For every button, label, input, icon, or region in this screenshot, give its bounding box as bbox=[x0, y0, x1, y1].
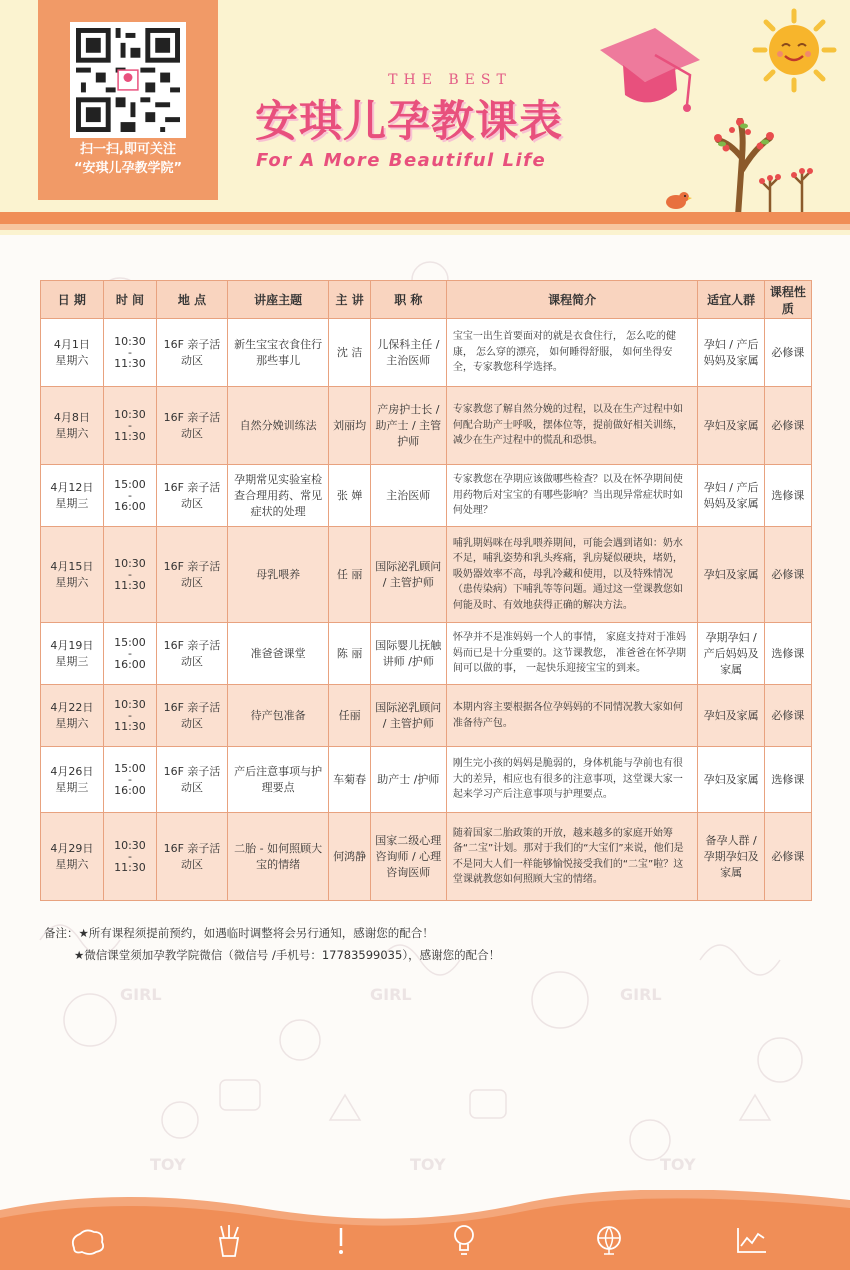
header-banner bbox=[0, 0, 850, 235]
cell-title: 国际婴儿抚触讲师 /护师 bbox=[370, 623, 446, 685]
time-separator: - bbox=[127, 567, 132, 581]
start-time: 15:00 bbox=[114, 761, 146, 775]
cell-speaker: 任 丽 bbox=[329, 527, 370, 623]
notes-section bbox=[44, 922, 814, 966]
cell-type: 必修课 bbox=[764, 685, 811, 747]
cell-time bbox=[103, 747, 157, 813]
cell-topic: 新生宝宝衣食住行那些事儿 bbox=[227, 319, 329, 387]
cell-title: 国际泌乳顾问 / 主管护师 bbox=[370, 527, 446, 623]
cell-intro: 宝宝一出生首要面对的就是衣食住行， 怎么吃的健康， 怎么穿的漂亮， 如何睡得舒服， 如何坐得安全，专家教您科学选择。 bbox=[446, 319, 698, 387]
column-header-intro: 课程简介 bbox=[446, 281, 698, 319]
lightbulb-icon bbox=[452, 1224, 476, 1258]
cell-audience: 孕妇 / 产后妈妈及家属 bbox=[698, 465, 764, 527]
end-time: 11:30 bbox=[114, 356, 146, 370]
cell-speaker: 任丽 bbox=[329, 685, 370, 747]
qr-caption-line1: 扫一扫,即可关注 bbox=[80, 142, 176, 157]
cell-topic: 产后注意事项与护理要点 bbox=[227, 747, 329, 813]
cell-type: 必修课 bbox=[764, 387, 811, 465]
weekday-text: 星期三 bbox=[55, 496, 89, 510]
cell-topic: 孕期常见实验室检查合理用药、常见症状的处理 bbox=[227, 465, 329, 527]
cell-date bbox=[41, 319, 104, 387]
cell-time bbox=[103, 685, 157, 747]
column-header-location: 地 点 bbox=[157, 281, 228, 319]
cell-location: 16F 亲子活动区 bbox=[157, 527, 228, 623]
chart-icon bbox=[736, 1226, 768, 1254]
start-time: 15:00 bbox=[114, 635, 146, 649]
cell-audience: 备孕人群 / 孕期孕妇及家属 bbox=[698, 813, 764, 901]
table-row bbox=[41, 319, 812, 387]
cell-location: 16F 亲子活动区 bbox=[157, 387, 228, 465]
cell-speaker: 沈 洁 bbox=[329, 319, 370, 387]
cell-speaker: 刘丽均 bbox=[329, 387, 370, 465]
table-header-row bbox=[41, 281, 812, 319]
column-header-title: 职 称 bbox=[370, 281, 446, 319]
cell-intro: 怀孕并不是准妈妈一个人的事情， 家庭支持对于准妈妈而已是十分重要的。这节课教您， 准爸爸在怀孕期间可以做的事， 一起快乐迎接宝宝的到来。 bbox=[446, 623, 698, 685]
cell-speaker: 车菊春 bbox=[329, 747, 370, 813]
cell-title: 助产士 /护师 bbox=[370, 747, 446, 813]
time-separator: - bbox=[127, 488, 132, 502]
column-header-topic: 讲座主题 bbox=[227, 281, 329, 319]
cell-topic: 二胎 - 如何照顾大宝的情绪 bbox=[227, 813, 329, 901]
end-time: 11:30 bbox=[114, 429, 146, 443]
footer-wave bbox=[0, 1190, 850, 1270]
cell-speaker: 张 婵 bbox=[329, 465, 370, 527]
end-time: 16:00 bbox=[114, 783, 146, 797]
page-subtitle: For A More Beautiful Life bbox=[256, 150, 547, 171]
date-text: 4月29日 bbox=[50, 841, 94, 855]
end-time: 11:30 bbox=[114, 860, 146, 874]
time-separator: - bbox=[127, 418, 132, 432]
cell-type: 必修课 bbox=[764, 813, 811, 901]
end-time: 11:30 bbox=[114, 578, 146, 592]
cell-audience: 孕妇及家属 bbox=[698, 527, 764, 623]
cell-speaker: 何鸿静 bbox=[329, 813, 370, 901]
start-time: 10:30 bbox=[114, 407, 146, 421]
weekday-text: 星期六 bbox=[55, 575, 89, 589]
cell-audience: 孕期孕妇 / 产后妈妈及家属 bbox=[698, 623, 764, 685]
header-divider bbox=[0, 212, 850, 224]
start-time: 10:30 bbox=[114, 697, 146, 711]
cell-title: 国际泌乳顾问 / 主管护师 bbox=[370, 685, 446, 747]
start-time: 15:00 bbox=[114, 477, 146, 491]
svg-text:TOY: TOY bbox=[410, 1155, 446, 1174]
cell-type: 选修课 bbox=[764, 747, 811, 813]
cell-time bbox=[103, 527, 157, 623]
date-text: 4月19日 bbox=[50, 638, 94, 652]
end-time: 16:00 bbox=[114, 499, 146, 513]
cell-intro: 专家教您了解自然分娩的过程，以及在生产过程中如何配合助产士呼吸，摆体位等，提前做好相关训练，减少在生产过程中的慌乱和恐惧。 bbox=[446, 387, 698, 465]
qr-caption-line2: “安琪儿孕教学院” bbox=[73, 161, 183, 176]
table-row bbox=[41, 813, 812, 901]
cell-date bbox=[41, 747, 104, 813]
cell-location: 16F 亲子活动区 bbox=[157, 747, 228, 813]
qr-code-icon[interactable] bbox=[70, 22, 186, 138]
cell-intro: 哺乳期妈咪在母乳喂养期间，可能会遇到诸如：奶水不足，哺乳姿势和乳头疼痛，乳房疑似硬块，堵奶，吸奶器效率不高，母乳冷藏和使用，以及特殊情况（患传染病）下哺乳等等问题。通过这一堂课教您如何能及时、有效地获得正确的解决方法。 bbox=[446, 527, 698, 623]
cell-intro: 随着国家二胎政策的开放，越来越多的家庭开始筹备“二宝”计划。那对于我们的“大宝们”来说，他们是不是同大人们一样能够愉悦接受我们的“二宝”啦？这堂课就教您如何照顾大宝的情绪。 bbox=[446, 813, 698, 901]
cell-topic: 准爸爸课堂 bbox=[227, 623, 329, 685]
date-text: 4月1日 bbox=[53, 337, 90, 351]
cell-audience: 孕妇 / 产后妈妈及家属 bbox=[698, 319, 764, 387]
column-header-audience: 适宜人群 bbox=[698, 281, 764, 319]
cell-time bbox=[103, 387, 157, 465]
cell-topic: 母乳喂养 bbox=[227, 527, 329, 623]
cell-title: 产房护士长 / 助产士 / 主管护师 bbox=[370, 387, 446, 465]
cell-type: 必修课 bbox=[764, 319, 811, 387]
cell-title: 主治医师 bbox=[370, 465, 446, 527]
cell-date bbox=[41, 527, 104, 623]
cell-time bbox=[103, 623, 157, 685]
table-row bbox=[41, 527, 812, 623]
weekday-text: 星期六 bbox=[55, 857, 89, 871]
svg-text:TOY: TOY bbox=[150, 1155, 186, 1174]
date-text: 4月15日 bbox=[50, 559, 94, 573]
brain-icon bbox=[68, 1228, 108, 1258]
cell-type: 必修课 bbox=[764, 527, 811, 623]
date-text: 4月26日 bbox=[50, 764, 94, 778]
cell-location: 16F 亲子活动区 bbox=[157, 465, 228, 527]
cell-location: 16F 亲子活动区 bbox=[157, 813, 228, 901]
column-header-time: 时 间 bbox=[103, 281, 157, 319]
note-line-2: ★微信课堂须加孕教学院微信（微信号 /手机号：17783599035），感谢您的配合！ bbox=[74, 948, 501, 962]
cell-time bbox=[103, 813, 157, 901]
pencil-cup-icon bbox=[216, 1224, 242, 1258]
cell-title: 国家二级心理咨询师 / 心理咨询医师 bbox=[370, 813, 446, 901]
header-divider-light bbox=[0, 224, 850, 230]
table-row bbox=[41, 747, 812, 813]
cell-audience: 孕妇及家属 bbox=[698, 747, 764, 813]
time-separator: - bbox=[127, 849, 132, 863]
cell-date bbox=[41, 813, 104, 901]
cell-date bbox=[41, 387, 104, 465]
table-row bbox=[41, 387, 812, 465]
qr-panel bbox=[38, 0, 218, 200]
cell-date bbox=[41, 685, 104, 747]
exclamation-icon bbox=[334, 1226, 348, 1256]
weekday-text: 星期六 bbox=[55, 716, 89, 730]
time-separator: - bbox=[127, 708, 132, 722]
svg-text:GIRL: GIRL bbox=[620, 985, 662, 1004]
cell-title: 儿保科主任 / 主治医师 bbox=[370, 319, 446, 387]
globe-icon bbox=[594, 1224, 624, 1258]
table-row bbox=[41, 623, 812, 685]
cell-date bbox=[41, 465, 104, 527]
time-separator: - bbox=[127, 772, 132, 786]
cell-intro: 本期内容主要根据各位孕妈妈的不同情况教大家如何准备待产包。 bbox=[446, 685, 698, 747]
graduation-cap-icon bbox=[595, 20, 705, 120]
the-best-label: THE BEST bbox=[388, 72, 512, 88]
weekday-text: 星期六 bbox=[55, 426, 89, 440]
column-header-date: 日 期 bbox=[41, 281, 104, 319]
weekday-text: 星期三 bbox=[55, 780, 89, 794]
column-header-type: 课程性质 bbox=[764, 281, 811, 319]
weekday-text: 星期三 bbox=[55, 654, 89, 668]
cell-intro: 刚生完小孩的妈妈是脆弱的，身体机能与孕前也有很大的差异，相应也有很多的注意事项，这堂课大家一起来学习产后注意事项与护理要点。 bbox=[446, 747, 698, 813]
column-header-speaker: 主 讲 bbox=[329, 281, 370, 319]
table-row bbox=[41, 685, 812, 747]
course-schedule-table bbox=[40, 280, 812, 901]
cell-audience: 孕妇及家属 bbox=[698, 387, 764, 465]
start-time: 10:30 bbox=[114, 838, 146, 852]
cell-date bbox=[41, 623, 104, 685]
cell-topic: 待产包准备 bbox=[227, 685, 329, 747]
date-text: 4月12日 bbox=[50, 480, 94, 494]
page-title: 安琪儿孕教课表 bbox=[255, 97, 563, 147]
sun-icon bbox=[752, 8, 837, 93]
start-time: 10:30 bbox=[114, 334, 146, 348]
cell-speaker: 陈 丽 bbox=[329, 623, 370, 685]
svg-text:GIRL: GIRL bbox=[120, 985, 162, 1004]
date-text: 4月8日 bbox=[53, 410, 90, 424]
time-separator: - bbox=[127, 345, 132, 359]
cell-topic: 自然分娩训练法 bbox=[227, 387, 329, 465]
cell-location: 16F 亲子活动区 bbox=[157, 623, 228, 685]
table-row bbox=[41, 465, 812, 527]
end-time: 16:00 bbox=[114, 657, 146, 671]
cell-location: 16F 亲子活动区 bbox=[157, 319, 228, 387]
cell-intro: 专家教您在孕期应该做哪些检查？以及在怀孕期间使用药物后对宝宝的有哪些影响？当出现异常症状时如何处理？ bbox=[446, 465, 698, 527]
date-text: 4月22日 bbox=[50, 700, 94, 714]
cell-audience: 孕妇及家属 bbox=[698, 685, 764, 747]
cell-location: 16F 亲子活动区 bbox=[157, 685, 228, 747]
cell-time bbox=[103, 465, 157, 527]
note-line-1: 备注：★所有课程须提前预约，如遇临时调整将会另行通知，感谢您的配合！ bbox=[44, 926, 434, 940]
time-separator: - bbox=[127, 646, 132, 660]
svg-text:TOY: TOY bbox=[660, 1155, 696, 1174]
cell-type: 选修课 bbox=[764, 465, 811, 527]
cell-time bbox=[103, 319, 157, 387]
weekday-text: 星期六 bbox=[55, 353, 89, 367]
bird-icon bbox=[662, 190, 692, 212]
svg-text:GIRL: GIRL bbox=[370, 985, 412, 1004]
end-time: 11:30 bbox=[114, 719, 146, 733]
cell-type: 选修课 bbox=[764, 623, 811, 685]
start-time: 10:30 bbox=[114, 556, 146, 570]
